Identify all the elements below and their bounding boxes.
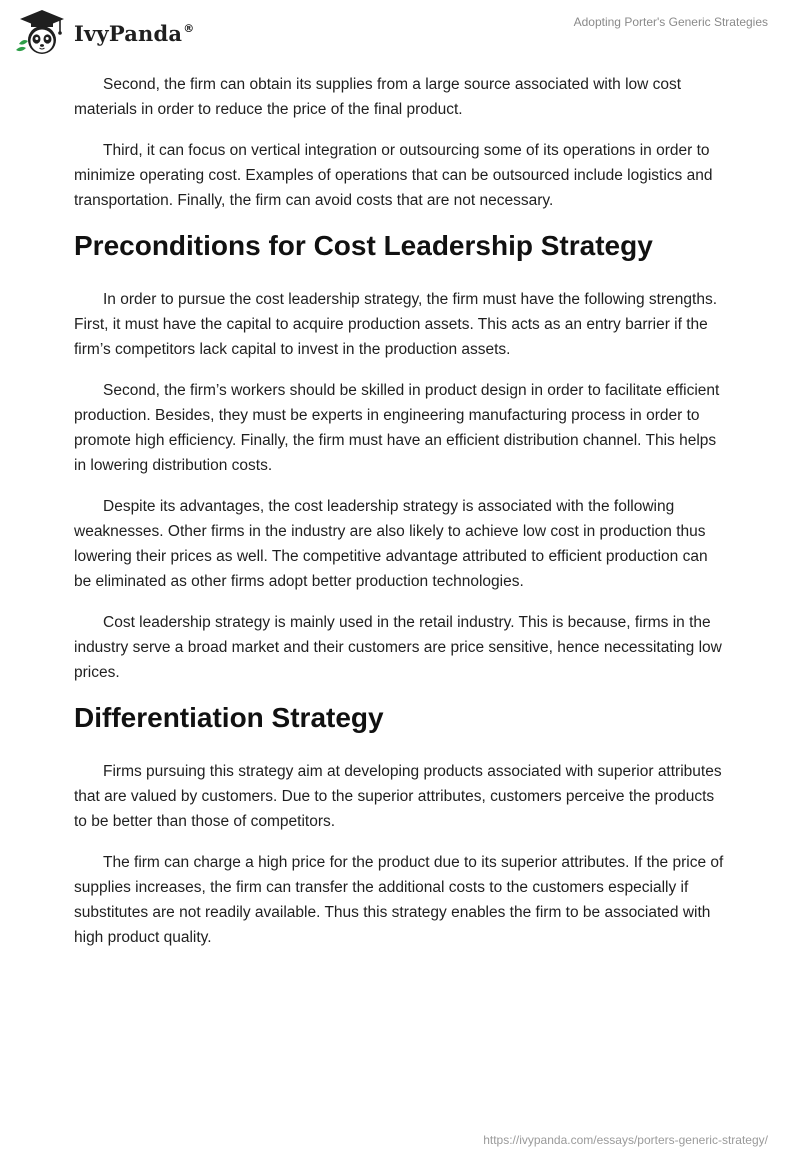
registered-mark: ® [183, 21, 195, 35]
paragraph: Third, it can focus on vertical integration or outsourcing some of its operations in order to minimize operating cost. Examples of operations that can be outsourced include logistics and transportation. Finally, the firm can avoid costs that are not necessary. [74, 142, 713, 209]
ivypanda-logo[interactable] [14, 8, 194, 56]
document-title: Adopting Porter's Generic Strategies [573, 15, 768, 29]
paragraph: The firm can charge a high price for the product due to its superior attributes. If the price of supplies increases, the firm can transfer the additional costs to the customers especially if substitutes are not readily available. Thus this strategy enables the firm to be associated with high product quality. [74, 854, 724, 946]
panda-graduation-cap-icon [14, 8, 70, 56]
essay-body [74, 72, 724, 966]
section-heading: Differentiation Strategy [74, 702, 384, 733]
section-heading: Preconditions for Cost Leadership Strategy [74, 230, 653, 261]
paragraph: Despite its advantages, the cost leadership strategy is associated with the following weaknesses. Other firms in the industry are also likely to achieve low cost in production thus lowering their prices as well. The competitive advantage attributed to efficient production can be eliminated as other firms adopt better production technologies. [74, 498, 708, 590]
paragraph: Cost leadership strategy is mainly used in the retail industry. This is because, firms in the industry serve a broad market and their customers are price sensitive, hence necessitating low prices. [74, 614, 722, 681]
paragraph: Second, the firm’s workers should be skilled in product design in order to facilitate efficient production. Besides, they must be experts in engineering manufacturing process in order to promote high efficiency. Finally, the firm must have an efficient distribution channel. This helps in lowering distribution costs. [74, 382, 720, 474]
paragraph: In order to pursue the cost leadership strategy, the firm must have the following strengths. First, it must have the capital to acquire production assets. This acts as an entry barrier if the firm’s competitors lack capital to invest in the production assets. [74, 291, 717, 358]
source-url-link[interactable]: https://ivypanda.com/essays/porters-generic-strategy/ [483, 1133, 768, 1147]
page-header [0, 0, 800, 64]
paragraph: Firms pursuing this strategy aim at developing products associated with superior attributes that are valued by customers. Due to the superior attributes, customers perceive the products to be better than those of competitors. [74, 763, 722, 830]
paragraph: Second, the firm can obtain its supplies from a large source associated with low cost materials in order to reduce the price of the final product. [74, 76, 682, 118]
logo-wordmark: IvyPanda® [74, 20, 195, 46]
